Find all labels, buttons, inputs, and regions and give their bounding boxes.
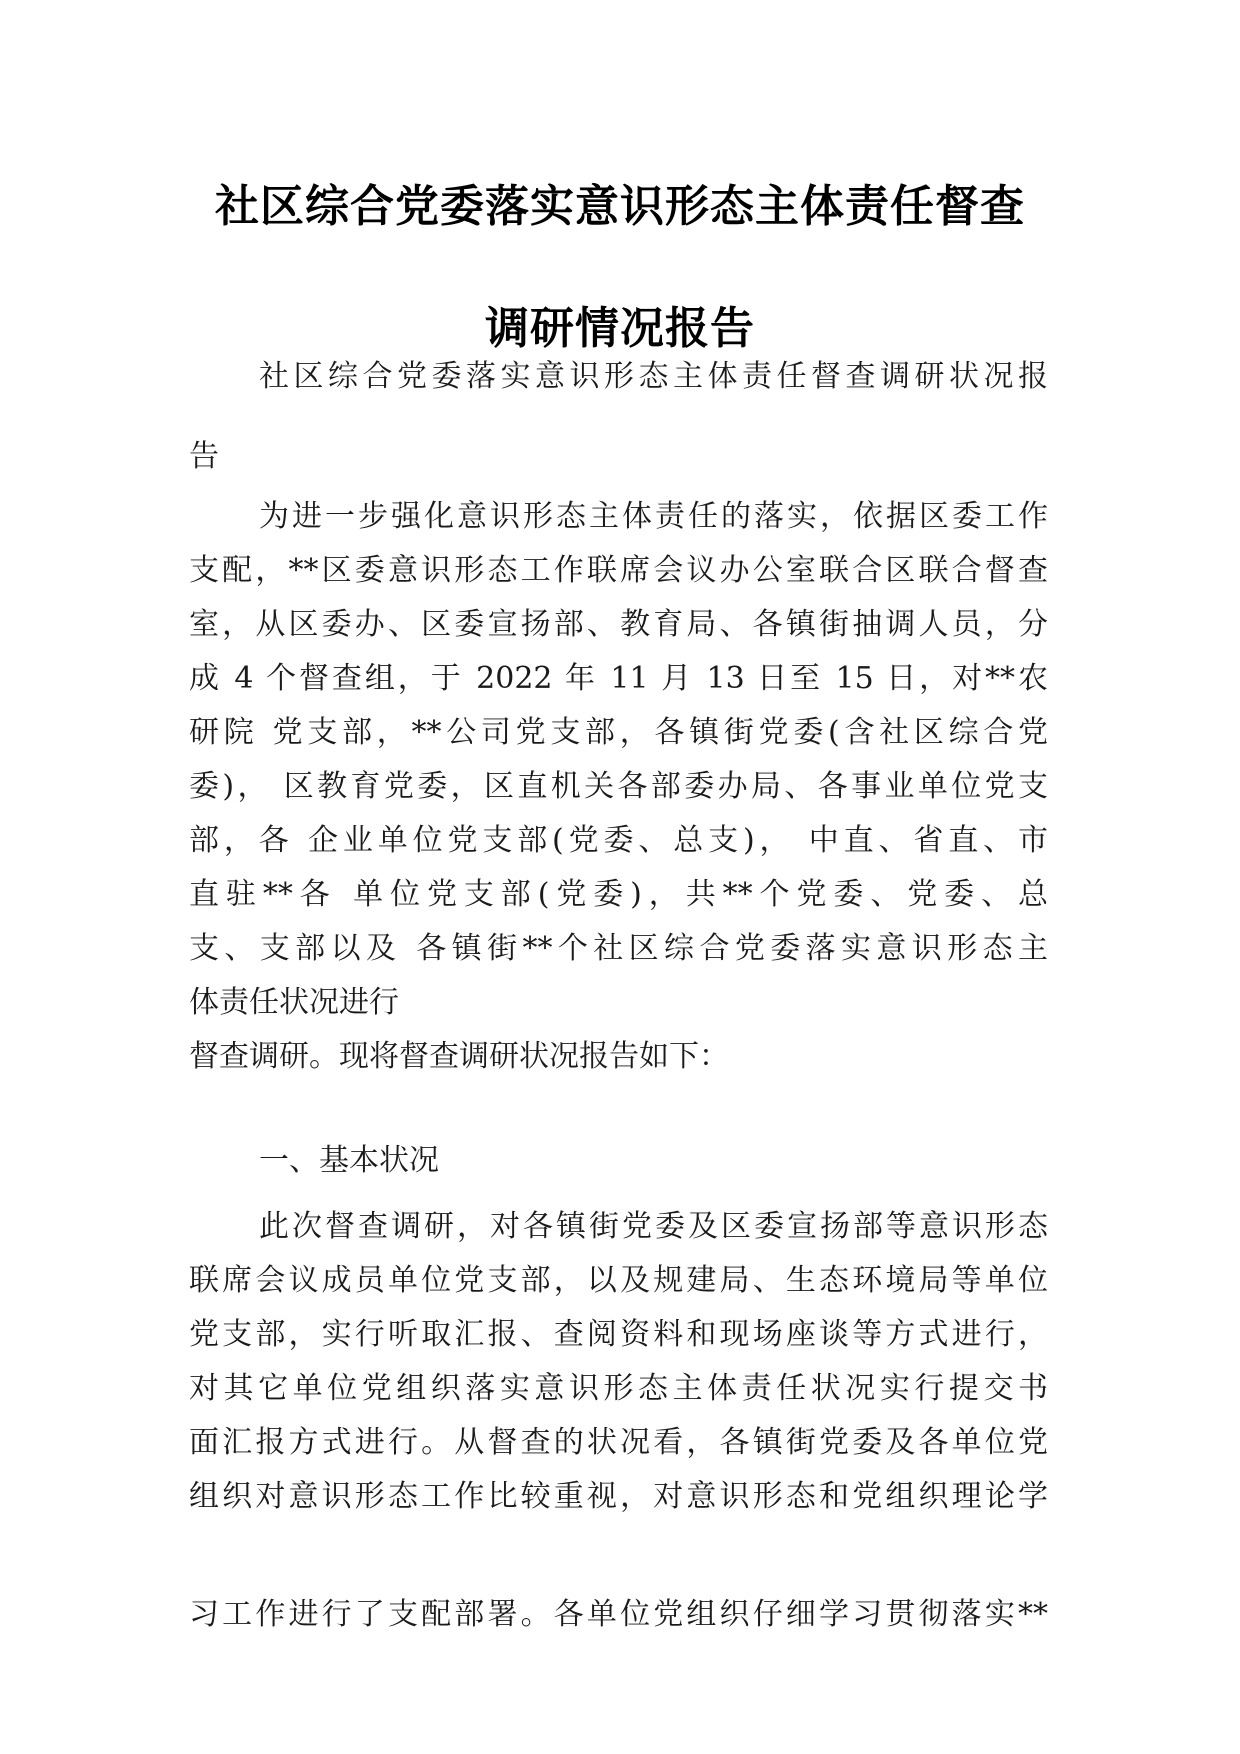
body-line: 部，各 企业单位党支部(党委、总支)， 中直、省直、市 — [189, 823, 1048, 858]
body-line: 督查调研。现将督查调研状况报告如下： — [189, 1039, 729, 1074]
body-line: 研院 党支部，**公司党支部，各镇街党委(含社区综合党 — [189, 715, 1048, 750]
body-line: 党支部，实行听取汇报、查阅资料和现场座谈等方式进行， — [189, 1317, 1048, 1352]
document-title-line-2: 调研情况报告 — [485, 303, 755, 354]
subtitle-line: 社区综合党委落实意识形态主体责任督查调研状况报 — [259, 359, 1048, 394]
body-line: 室，从区委办、区委宣扬部、教育局、各镇街抽调人员，分 — [189, 607, 1048, 642]
body-line: 此次督查调研，对各镇街党委及区委宣扬部等意识形态 — [259, 1209, 1048, 1244]
body-line: 成 4 个督查组，于 2022 年 11 月 13 日至 15 日，对**农 — [189, 661, 1048, 696]
body-line: 面汇报方式进行。从督查的状况看，各镇街党委及各单位党 — [189, 1425, 1048, 1460]
document-title-line-1: 社区综合党委落实意识形态主体责任督查 — [215, 181, 1025, 232]
body-line: 直驻**各 单位党支部(党委)，共**个党委、党委、总 — [189, 877, 1048, 912]
body-line: 组织对意识形态工作比较重视，对意识形态和党组织理论学 — [189, 1479, 1048, 1514]
body-line: 为进一步强化意识形态主体责任的落实，依据区委工作 — [259, 499, 1048, 534]
body-line: 习工作进行了支配部署。各单位党组织仔细学习贯彻落实** — [189, 1597, 1048, 1632]
body-line: 体责任状况进行 — [189, 985, 399, 1020]
body-line: 支配，**区委意识形态工作联席会议办公室联合区联合督查 — [189, 553, 1048, 588]
subtitle-line-continued: 告 — [189, 439, 219, 474]
body-line: 对其它单位党组织落实意识形态主体责任状况实行提交书 — [189, 1371, 1048, 1406]
body-line: 联席会议成员单位党支部，以及规建局、生态环境局等单位 — [189, 1263, 1048, 1298]
section-heading: 一、基本状况 — [259, 1143, 439, 1178]
body-line: 支、支部以及 各镇街**个社区综合党委落实意识形态主 — [189, 931, 1048, 966]
body-line: 委)， 区教育党委，区直机关各部委办局、各事业单位党支 — [189, 769, 1048, 804]
